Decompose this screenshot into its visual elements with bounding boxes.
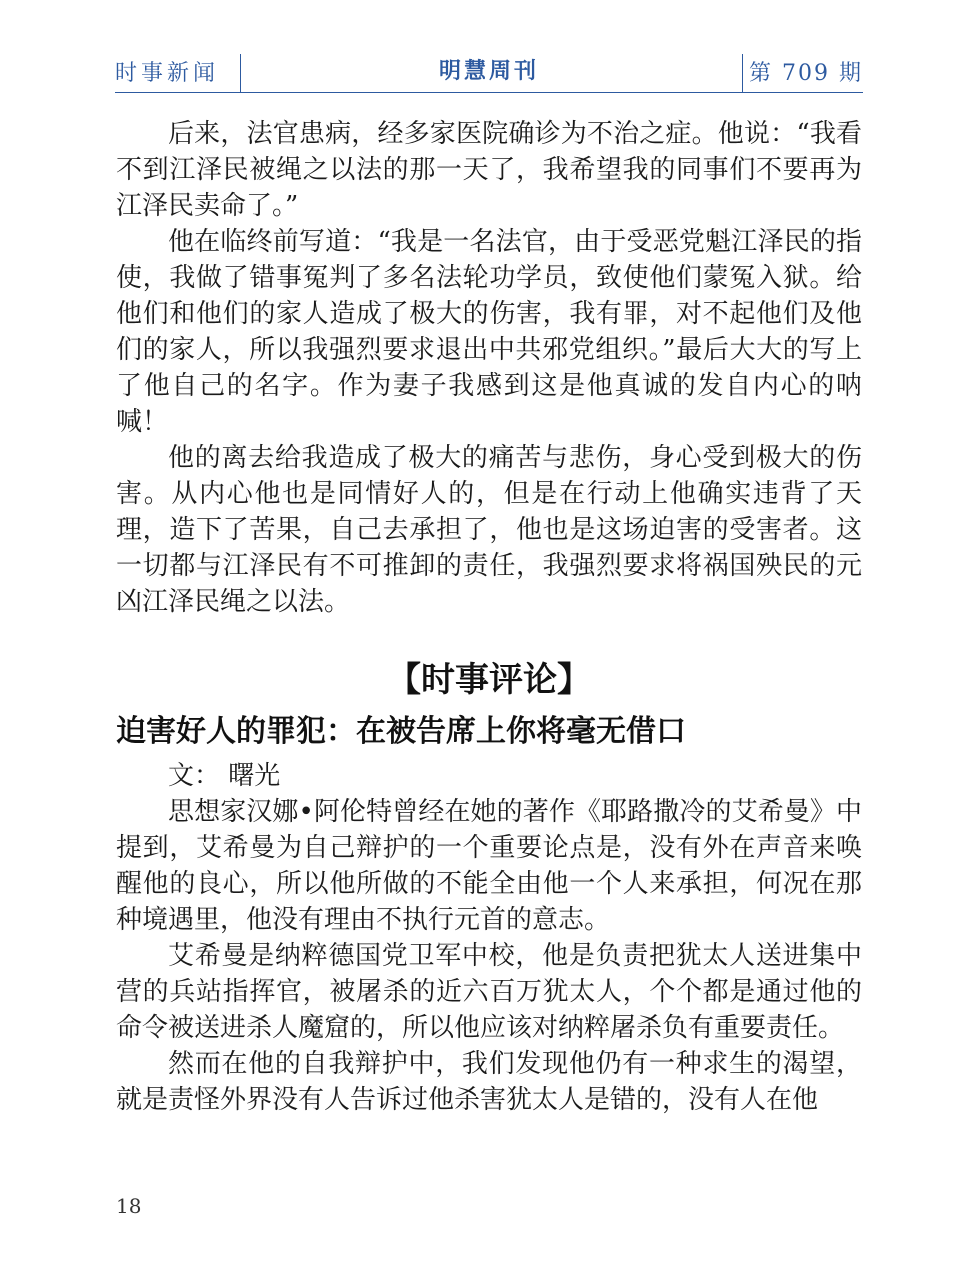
article-paragraph: 然而在他的自我辩护中，我们发现他仍有一种求生的渴望，就是责怪外界没有人告诉过他杀害犹太人是错的，没有人在他 <box>116 1049 862 1115</box>
body-paragraph: 后来，法官患病，经多家医院确诊为不治之症。他说：“我看不到江泽民被绳之以法的那一天了，我希望我的同事们不要再为江泽民卖命了。” <box>116 119 862 221</box>
header-publication-title: 明慧周刊 <box>438 59 539 84</box>
header-section-label: 时事新闻 <box>115 61 220 86</box>
article-paragraph: 思想家汉娜•阿伦特曾经在她的著作《耶路撒冷的艾希曼》中提到，艾希曼为自己辩护的一个重要论点是，没有外在声音来唤醒他的良心，所以他所做的不能全由他一个人来承担，何况在那种境遇里，他没有理由不执行元首的意志。 <box>116 797 862 935</box>
section-title: 【时事评论】 <box>387 660 591 700</box>
article-title: 迫害好人的罪犯：在被告席上你将毫无借口 <box>116 714 686 749</box>
header-issue-number: 第 709 期 <box>749 61 863 86</box>
page-body <box>116 116 862 1118</box>
body-paragraph: 他的离去给我造成了极大的痛苦与悲伤，身心受到极大的伤害。从内心他也是同情好人的，但是在行动上他确实违背了天理，造下了苦果，自己去承担了，他也是这场迫害的受害者。这一切都与江泽民有不可推卸的责任，我强烈要求将祸国殃民的元凶江泽民绳之以法。 <box>116 443 862 617</box>
page-header <box>115 50 863 93</box>
article-byline: 文： 曙光 <box>168 761 281 791</box>
header-divider-right <box>742 54 743 92</box>
article-paragraph: 艾希曼是纳粹德国党卫军中校，他是负责把犹太人送进集中营的兵站指挥官，被屠杀的近六百万犹太人，个个都是通过他的命令被送进杀人魔窟的，所以他应该对纳粹屠杀负有重要责任。 <box>116 941 862 1043</box>
page-number: 18 <box>116 1194 142 1218</box>
body-paragraph: 他在临终前写道：“我是一名法官，由于受恶党魁江泽民的指使，我做了错事冤判了多名法轮功学员，致使他们蒙冤入狱。给他们和他们的家人造成了极大的伤害，我有罪，对不起他们及他们的家人，所以我强烈要求退出中共邪党组织。”最后大大的写上了他自己的名字。作为妻子我感到这是他真诚的发自内心的呐喊！ <box>116 227 862 437</box>
